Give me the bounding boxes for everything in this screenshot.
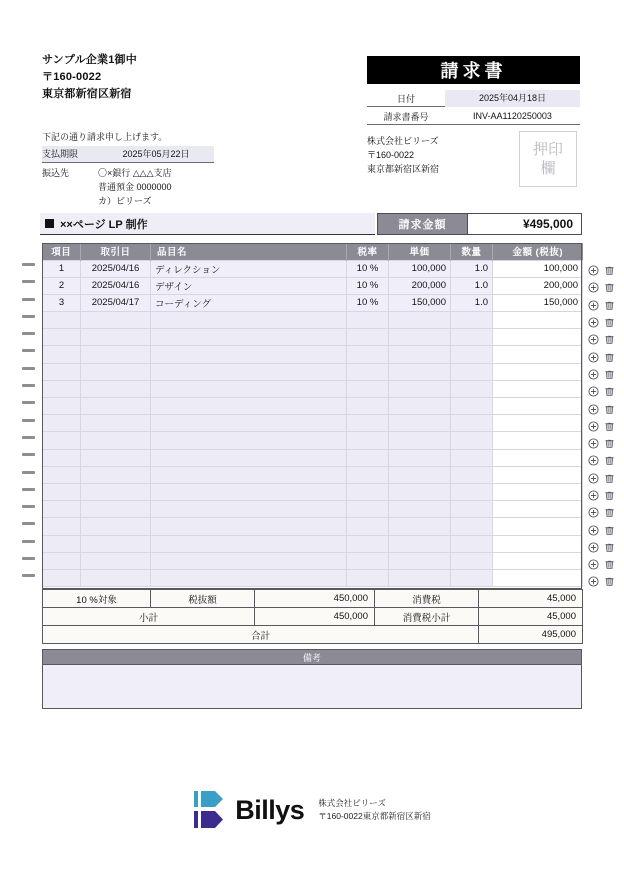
cell-rate[interactable] xyxy=(347,415,389,432)
plus-circle-icon[interactable] xyxy=(588,473,599,484)
table-row[interactable] xyxy=(43,277,583,294)
cell-amount[interactable] xyxy=(493,398,583,415)
col-header-no: 項目 xyxy=(43,243,81,260)
tax-value: 45,000 xyxy=(479,590,583,608)
cell-price[interactable] xyxy=(389,535,451,552)
cell-name[interactable] xyxy=(151,552,347,569)
invoice-number-value[interactable]: INV-AA1120250003 xyxy=(473,111,552,121)
cell-qty[interactable] xyxy=(451,346,493,363)
cell-rate[interactable] xyxy=(347,380,389,397)
cell-date[interactable] xyxy=(81,569,151,586)
drag-handle-icon[interactable] xyxy=(22,419,35,422)
issuer-block xyxy=(367,134,439,176)
table-row-empty[interactable] xyxy=(43,569,583,586)
payment-due-label: 支払期限 xyxy=(42,149,79,159)
bank-lines xyxy=(98,166,172,208)
cell-rate[interactable] xyxy=(347,569,389,586)
cell-qty[interactable] xyxy=(451,535,493,552)
cell-date[interactable] xyxy=(81,535,151,552)
cell-no[interactable] xyxy=(43,483,81,500)
cell-qty[interactable]: 1.0 xyxy=(451,294,493,311)
drag-handle-icon[interactable] xyxy=(22,401,35,404)
cell-date[interactable] xyxy=(81,552,151,569)
bill-to-postal: 〒160-0022 xyxy=(42,71,102,83)
plus-circle-icon[interactable] xyxy=(588,542,599,553)
table-row[interactable] xyxy=(43,260,583,277)
cell-name[interactable]: ディレクション xyxy=(151,260,347,277)
cell-qty[interactable] xyxy=(451,518,493,535)
note-intro: 下記の通り請求申し上げます。 xyxy=(42,132,168,142)
cell-no[interactable] xyxy=(43,518,81,535)
cell-name[interactable] xyxy=(151,363,347,380)
invoice-header xyxy=(0,0,624,205)
plus-circle-icon[interactable] xyxy=(588,438,599,449)
seal-line-2: 欄 xyxy=(540,160,556,177)
col-header-amount: 金額 (税抜) xyxy=(493,243,583,260)
cell-price[interactable] xyxy=(389,518,451,535)
cell-rate[interactable] xyxy=(347,432,389,449)
col-header-qty: 数量 xyxy=(451,243,493,260)
table-row-empty[interactable] xyxy=(43,398,583,415)
issue-date-value[interactable]: 2025年04月18日 xyxy=(445,90,580,107)
table-row-empty[interactable] xyxy=(43,466,583,483)
table-row-empty[interactable] xyxy=(43,501,583,518)
cell-name[interactable] xyxy=(151,346,347,363)
cell-qty[interactable] xyxy=(451,380,493,397)
cell-amount[interactable] xyxy=(493,518,583,535)
bank-line-3: カ）ビリーズ xyxy=(98,196,152,206)
trash-icon[interactable] xyxy=(604,507,615,518)
cell-amount[interactable] xyxy=(493,329,583,346)
trash-icon[interactable] xyxy=(604,438,615,449)
cell-name[interactable] xyxy=(151,380,347,397)
invoice-amount-label: 請求金額 xyxy=(377,213,468,235)
issuer-address: 東京都新宿区新宿 xyxy=(367,164,440,174)
cell-date[interactable] xyxy=(81,380,151,397)
bill-to-company: サンプル企業1御中 xyxy=(42,54,137,66)
cell-no[interactable]: 2 xyxy=(43,277,81,294)
billys-logo xyxy=(193,789,304,831)
cell-name[interactable] xyxy=(151,449,347,466)
table-row-empty[interactable] xyxy=(43,346,583,363)
bank-line-2: 普通預金 0000000 xyxy=(98,182,172,192)
invoice-number-label: 請求書番号 xyxy=(383,111,429,122)
footer-company-info xyxy=(318,797,430,823)
cell-price[interactable] xyxy=(389,449,451,466)
tax-subtotal-label: 消費税小計 xyxy=(375,608,479,626)
row-tools xyxy=(588,556,615,573)
cell-amount[interactable] xyxy=(493,483,583,500)
row-tools xyxy=(588,539,615,556)
cell-rate[interactable] xyxy=(347,483,389,500)
cell-price[interactable] xyxy=(389,363,451,380)
invoice-amount-value: ¥495,000 xyxy=(468,213,582,235)
totals-row-taxable xyxy=(43,590,583,608)
cell-name[interactable] xyxy=(151,398,347,415)
plus-circle-icon[interactable] xyxy=(588,421,599,432)
cell-rate[interactable]: 10 % xyxy=(347,294,389,311)
cell-amount[interactable] xyxy=(493,432,583,449)
cell-date[interactable] xyxy=(81,415,151,432)
drag-handle-icon[interactable] xyxy=(22,574,35,577)
cell-rate[interactable] xyxy=(347,398,389,415)
bank-row xyxy=(42,166,214,208)
cell-no[interactable] xyxy=(43,449,81,466)
cell-no[interactable] xyxy=(43,380,81,397)
row-tools xyxy=(588,348,615,365)
cell-no[interactable] xyxy=(43,501,81,518)
row-tools xyxy=(588,418,615,435)
cell-amount[interactable]: 200,000 xyxy=(493,277,583,294)
cell-qty[interactable]: 1.0 xyxy=(451,277,493,294)
grand-total-value: 495,000 xyxy=(479,626,583,644)
excl-tax-value: 450,000 xyxy=(255,590,375,608)
row-tools xyxy=(588,435,615,452)
trash-icon[interactable] xyxy=(604,369,615,380)
payment-due-row[interactable] xyxy=(42,146,214,163)
plus-circle-icon[interactable] xyxy=(588,507,599,518)
plus-circle-icon[interactable] xyxy=(588,265,599,276)
bill-to-block xyxy=(42,52,137,103)
row-tools xyxy=(588,331,615,348)
cell-qty[interactable]: 1.0 xyxy=(451,260,493,277)
plus-circle-icon[interactable] xyxy=(588,386,599,397)
cell-rate[interactable]: 10 % xyxy=(347,277,389,294)
cell-date[interactable]: 2025/04/16 xyxy=(81,260,151,277)
cell-rate[interactable] xyxy=(347,518,389,535)
billys-logo-mark-icon xyxy=(193,789,229,831)
cell-name[interactable] xyxy=(151,432,347,449)
cell-date[interactable]: 2025/04/17 xyxy=(81,294,151,311)
cell-amount[interactable] xyxy=(493,312,583,329)
cell-qty[interactable] xyxy=(451,329,493,346)
trash-icon[interactable] xyxy=(604,490,615,501)
remarks-input[interactable] xyxy=(42,665,582,709)
row-tools-column xyxy=(588,262,615,591)
row-tools xyxy=(588,400,615,417)
row-tools xyxy=(588,452,615,469)
cell-rate[interactable] xyxy=(347,501,389,518)
plus-circle-icon[interactable] xyxy=(588,334,599,345)
cell-price[interactable]: 150,000 xyxy=(389,294,451,311)
drag-handle-icon[interactable] xyxy=(22,263,35,266)
table-row-empty[interactable] xyxy=(43,535,583,552)
cell-no[interactable] xyxy=(43,432,81,449)
cell-rate[interactable] xyxy=(347,312,389,329)
trash-icon[interactable] xyxy=(604,473,615,484)
drag-handle-icon[interactable] xyxy=(22,367,35,370)
cell-amount[interactable] xyxy=(493,380,583,397)
cell-amount[interactable]: 100,000 xyxy=(493,260,583,277)
plus-circle-icon[interactable] xyxy=(588,404,599,415)
cell-name[interactable] xyxy=(151,483,347,500)
plus-circle-icon[interactable] xyxy=(588,490,599,501)
cell-date[interactable] xyxy=(81,398,151,415)
table-row-empty[interactable] xyxy=(43,552,583,569)
trash-icon[interactable] xyxy=(604,334,615,345)
cell-date[interactable]: 2025/04/16 xyxy=(81,277,151,294)
cell-qty[interactable] xyxy=(451,483,493,500)
plus-circle-icon[interactable] xyxy=(588,455,599,466)
cell-price[interactable] xyxy=(389,346,451,363)
cell-rate[interactable]: 10 % xyxy=(347,260,389,277)
col-header-name: 品目名 xyxy=(151,243,347,260)
seal-stamp-box[interactable] xyxy=(519,131,577,187)
cell-no[interactable]: 3 xyxy=(43,294,81,311)
cell-date[interactable] xyxy=(81,501,151,518)
drag-handle-icon[interactable] xyxy=(22,540,35,543)
subtotal-label: 小計 xyxy=(43,608,255,626)
cell-date[interactable] xyxy=(81,346,151,363)
cell-amount[interactable] xyxy=(493,415,583,432)
drag-handle-icon[interactable] xyxy=(22,557,35,560)
subtotal-value: 450,000 xyxy=(255,608,375,626)
footer-company: 株式会社ビリーズ xyxy=(318,798,386,808)
cell-price[interactable] xyxy=(389,398,451,415)
cell-amount[interactable] xyxy=(493,535,583,552)
table-row-empty[interactable] xyxy=(43,449,583,466)
cell-name[interactable] xyxy=(151,312,347,329)
cell-price[interactable] xyxy=(389,569,451,586)
trash-icon[interactable] xyxy=(604,282,615,293)
cell-name[interactable] xyxy=(151,518,347,535)
trash-icon[interactable] xyxy=(604,542,615,553)
trash-icon[interactable] xyxy=(604,576,615,587)
cell-no[interactable] xyxy=(43,552,81,569)
trash-icon[interactable] xyxy=(604,559,615,570)
cell-date[interactable] xyxy=(81,483,151,500)
plus-circle-icon[interactable] xyxy=(588,282,599,293)
cell-qty[interactable] xyxy=(451,552,493,569)
cell-no[interactable] xyxy=(43,363,81,380)
trash-icon[interactable] xyxy=(604,455,615,466)
cell-rate[interactable] xyxy=(347,346,389,363)
cell-amount[interactable] xyxy=(493,346,583,363)
tax-subtotal-value: 45,000 xyxy=(479,608,583,626)
cell-qty[interactable] xyxy=(451,312,493,329)
drag-handle-icon[interactable] xyxy=(22,315,35,318)
cell-qty[interactable] xyxy=(451,398,493,415)
plus-circle-icon[interactable] xyxy=(588,369,599,380)
table-row-empty[interactable] xyxy=(43,483,583,500)
cell-price[interactable] xyxy=(389,552,451,569)
drag-handle-icon[interactable] xyxy=(22,453,35,456)
issue-date-row[interactable] xyxy=(367,90,580,107)
cell-price[interactable] xyxy=(389,501,451,518)
cell-no[interactable] xyxy=(43,346,81,363)
drag-handle-icon[interactable] xyxy=(22,349,35,352)
cell-price[interactable] xyxy=(389,432,451,449)
document-title: 請求書 xyxy=(367,56,580,84)
row-tools xyxy=(588,521,615,538)
trash-icon[interactable] xyxy=(604,404,615,415)
cell-amount[interactable] xyxy=(493,363,583,380)
drag-handle-icon[interactable] xyxy=(22,522,35,525)
drag-handle-icon[interactable] xyxy=(22,436,35,439)
grand-total-label: 合計 xyxy=(43,626,479,644)
cell-name[interactable]: コーディング xyxy=(151,294,347,311)
payment-note-block xyxy=(42,130,214,208)
drag-handle-icon[interactable] xyxy=(22,332,35,335)
row-tools xyxy=(588,366,615,383)
cell-amount[interactable] xyxy=(493,449,583,466)
table-header-row xyxy=(43,243,583,260)
plus-circle-icon[interactable] xyxy=(588,525,599,536)
issuer-company: 株式会社ビリーズ xyxy=(367,136,439,146)
plus-circle-icon[interactable] xyxy=(588,300,599,311)
cell-qty[interactable] xyxy=(451,501,493,518)
cell-name[interactable] xyxy=(151,466,347,483)
cell-no[interactable] xyxy=(43,535,81,552)
trash-icon[interactable] xyxy=(604,317,615,328)
cell-date[interactable] xyxy=(81,363,151,380)
cell-price[interactable]: 100,000 xyxy=(389,260,451,277)
cell-qty[interactable] xyxy=(451,415,493,432)
cell-qty[interactable] xyxy=(451,569,493,586)
row-tools xyxy=(588,487,615,504)
cell-qty[interactable] xyxy=(451,449,493,466)
totals-row-grand xyxy=(43,626,583,644)
plus-circle-icon[interactable] xyxy=(588,576,599,587)
table-row-empty[interactable] xyxy=(43,329,583,346)
row-tools xyxy=(588,383,615,400)
drag-handle-icon[interactable] xyxy=(22,505,35,508)
cell-price[interactable] xyxy=(389,415,451,432)
cell-price[interactable] xyxy=(389,329,451,346)
bank-line-1: 〇×銀行 △△△支店 xyxy=(98,168,172,178)
cell-price[interactable] xyxy=(389,312,451,329)
row-tools xyxy=(588,297,615,314)
trash-icon[interactable] xyxy=(604,421,615,432)
drag-handle-icon[interactable] xyxy=(22,298,35,301)
cell-price[interactable] xyxy=(389,483,451,500)
taxable-label: 10 %対象 xyxy=(43,590,151,608)
cell-qty[interactable] xyxy=(451,363,493,380)
payment-due-value[interactable]: 2025年05月22日 xyxy=(122,149,190,159)
plus-circle-icon[interactable] xyxy=(588,352,599,363)
cell-name[interactable] xyxy=(151,329,347,346)
cell-date[interactable] xyxy=(81,518,151,535)
excl-tax-label: 税抜額 xyxy=(151,590,255,608)
row-tools xyxy=(588,573,615,590)
table-row-empty[interactable] xyxy=(43,363,583,380)
cell-no[interactable]: 1 xyxy=(43,260,81,277)
cell-price[interactable]: 200,000 xyxy=(389,277,451,294)
bank-label: 振込先 xyxy=(42,168,70,178)
cell-no[interactable] xyxy=(43,329,81,346)
trash-icon[interactable] xyxy=(604,525,615,536)
cell-no[interactable] xyxy=(43,415,81,432)
footer xyxy=(0,780,624,840)
row-tools xyxy=(588,504,615,521)
cell-amount[interactable] xyxy=(493,552,583,569)
totals-row-subtotal xyxy=(43,608,583,626)
table-row-empty[interactable] xyxy=(43,518,583,535)
invoice-number-row[interactable] xyxy=(367,108,580,125)
cell-no[interactable] xyxy=(43,398,81,415)
row-tools xyxy=(588,262,615,279)
drag-handle-icon[interactable] xyxy=(22,471,35,474)
cell-price[interactable] xyxy=(389,380,451,397)
plus-circle-icon[interactable] xyxy=(588,317,599,328)
col-header-price: 単価 xyxy=(389,243,451,260)
issue-date-label: 日付 xyxy=(396,93,415,104)
cell-date[interactable] xyxy=(81,432,151,449)
cell-amount[interactable] xyxy=(493,569,583,586)
table-row-empty[interactable] xyxy=(43,432,583,449)
remarks-header: 備考 xyxy=(42,649,582,665)
line-items-table xyxy=(42,243,582,587)
row-tools xyxy=(588,279,615,296)
row-tools xyxy=(588,314,615,331)
col-header-date: 取引日 xyxy=(81,243,151,260)
cell-name[interactable] xyxy=(151,569,347,586)
cell-rate[interactable] xyxy=(347,329,389,346)
tax-label: 消費税 xyxy=(375,590,479,608)
trash-icon[interactable] xyxy=(604,386,615,397)
cell-name[interactable] xyxy=(151,501,347,518)
row-drag-handle-column xyxy=(22,263,35,592)
drag-handle-icon[interactable] xyxy=(22,280,35,283)
issuer-postal: 〒160-0022 xyxy=(367,150,415,160)
cell-qty[interactable] xyxy=(451,466,493,483)
cell-no[interactable] xyxy=(43,569,81,586)
cell-no[interactable] xyxy=(43,466,81,483)
seal-line-1: 押印 xyxy=(532,141,563,158)
cell-rate[interactable] xyxy=(347,449,389,466)
drag-handle-icon[interactable] xyxy=(22,488,35,491)
cell-no[interactable] xyxy=(43,312,81,329)
cell-rate[interactable] xyxy=(347,552,389,569)
trash-icon[interactable] xyxy=(604,300,615,311)
cell-price[interactable] xyxy=(389,466,451,483)
drag-handle-icon[interactable] xyxy=(22,384,35,387)
trash-icon[interactable] xyxy=(604,352,615,363)
cell-rate[interactable] xyxy=(347,363,389,380)
plus-circle-icon[interactable] xyxy=(588,559,599,570)
table-row-empty[interactable] xyxy=(43,380,583,397)
cell-name[interactable]: デザイン xyxy=(151,277,347,294)
cell-amount[interactable]: 150,000 xyxy=(493,294,583,311)
totals-table xyxy=(42,589,583,644)
trash-icon[interactable] xyxy=(604,265,615,276)
col-header-rate: 税率 xyxy=(347,243,389,260)
cell-date[interactable] xyxy=(81,449,151,466)
bullet-square-icon xyxy=(45,219,54,228)
cell-name[interactable] xyxy=(151,535,347,552)
cell-amount[interactable] xyxy=(493,501,583,518)
cell-qty[interactable] xyxy=(451,432,493,449)
table-row-empty[interactable] xyxy=(43,415,583,432)
cell-date[interactable] xyxy=(81,329,151,346)
table-row[interactable] xyxy=(43,294,583,311)
subject-field[interactable] xyxy=(40,213,375,235)
cell-rate[interactable] xyxy=(347,535,389,552)
footer-address: 〒160-0022東京都新宿区新宿 xyxy=(318,811,431,821)
cell-amount[interactable] xyxy=(493,466,583,483)
cell-name[interactable] xyxy=(151,415,347,432)
bill-to-address: 東京都新宿区新宿 xyxy=(42,88,132,100)
cell-date[interactable] xyxy=(81,466,151,483)
row-tools xyxy=(588,470,615,487)
subject-text: ××ページ LP 制作 xyxy=(60,218,148,231)
billys-logo-text: Billys xyxy=(235,794,305,825)
cell-rate[interactable] xyxy=(347,466,389,483)
cell-date[interactable] xyxy=(81,312,151,329)
table-row-empty[interactable] xyxy=(43,312,583,329)
